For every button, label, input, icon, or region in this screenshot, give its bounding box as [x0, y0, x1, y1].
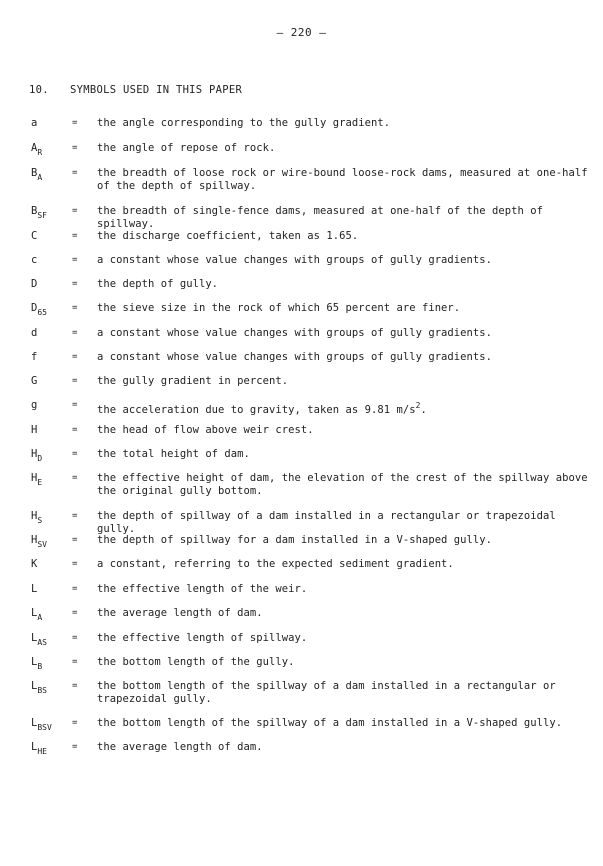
symbol-base: B: [31, 167, 38, 179]
symbol-base: a: [31, 117, 38, 129]
equals-sign: =: [72, 168, 78, 178]
symbol-base: H: [31, 424, 38, 436]
symbol-subscript: E: [37, 478, 43, 487]
symbol-definition: the breadth of loose rock or wire-bound loose-rock dams, measured at one-half of the depth of spillway.: [97, 167, 588, 192]
symbol-definition: a constant whose value changes with groups of gully gradients.: [97, 351, 493, 363]
symbol-definition: the acceleration due to gravity, taken as 9.81 $m/s^2$.: [97, 401, 427, 416]
symbol-definition: a constant whose value changes with groups of gully gradients.: [97, 327, 493, 339]
symbol-definition: the effective length of the weir.: [97, 583, 308, 595]
symbol-definition: the average length of dam.: [97, 741, 263, 753]
equals-sign: =: [72, 400, 78, 410]
section-number: 10.: [29, 84, 49, 96]
equals-sign: =: [72, 328, 78, 338]
symbol-subscript: SV: [37, 540, 47, 549]
page-number: – 220 –: [276, 26, 327, 39]
symbol-base: d: [31, 327, 38, 339]
equals-sign: =: [72, 352, 78, 362]
symbol-definition: the average length of dam.: [97, 607, 263, 619]
symbol-subscript: BSV: [37, 723, 52, 732]
symbol-definition: the bottom length of the gully.: [97, 656, 295, 668]
symbol-subscript: S: [37, 516, 43, 525]
symbol-definition: the effective height of dam, the elevation of the crest of the spillway above the original gully bottom.: [97, 472, 588, 497]
equals-sign: =: [72, 681, 78, 691]
symbol-definition: a constant, referring to the expected sediment gradient.: [97, 558, 454, 570]
equals-sign: =: [72, 559, 78, 569]
symbol-base: L: [31, 656, 38, 668]
equals-sign: =: [72, 231, 78, 241]
definition-superscript: 2: [415, 401, 421, 410]
symbol: [31, 448, 42, 465]
symbol: [31, 399, 37, 412]
symbol: [31, 656, 42, 673]
symbol-base: H: [31, 510, 38, 522]
symbol-definition: the gully gradient in percent.: [97, 375, 289, 387]
equals-sign: =: [72, 535, 78, 545]
symbol: [31, 534, 47, 551]
symbol-definition: the angle of repose of rock.: [97, 142, 276, 154]
symbol-definition: the angle corresponding to the gully gradient.: [97, 117, 391, 129]
symbol: [31, 632, 47, 649]
symbol-base: B: [31, 205, 38, 217]
symbol-definition: the bottom length of the spillway of a dam installed in a rectangular or trapezoidal gully.: [97, 680, 556, 705]
symbol-subscript: AS: [37, 638, 47, 647]
symbol: [31, 607, 42, 624]
symbol-definition: the depth of gully.: [97, 278, 219, 290]
symbol-base: L: [31, 741, 38, 753]
symbol-base: c: [31, 254, 38, 266]
symbol: [31, 302, 47, 319]
symbol-subscript: SF: [37, 211, 47, 220]
symbol: [31, 327, 37, 340]
symbol: [31, 510, 42, 527]
symbol: [31, 424, 37, 437]
equals-sign: =: [72, 303, 78, 313]
symbol-definition: the sieve size in the rock of which 65 percent are finer.: [97, 302, 461, 314]
equals-sign: =: [72, 633, 78, 643]
equals-sign: =: [72, 425, 78, 435]
symbol-definition: the head of flow above weir crest.: [97, 424, 314, 436]
symbol: [31, 205, 47, 222]
symbol-definition: the depth of spillway for a dam installed in a V-shaped gully.: [97, 534, 493, 546]
equals-sign: =: [72, 206, 78, 216]
symbol: [31, 167, 42, 184]
symbol-base: L: [31, 717, 38, 729]
symbol: [31, 375, 37, 388]
section-heading: [29, 84, 242, 96]
symbol: [31, 142, 42, 159]
symbol: [31, 278, 37, 291]
equals-sign: =: [72, 657, 78, 667]
symbol-base: L: [31, 583, 38, 595]
symbol: [31, 351, 37, 364]
symbol: [31, 254, 37, 267]
equals-sign: =: [72, 255, 78, 265]
symbol-subscript: B: [37, 662, 43, 671]
symbol-subscript: HE: [37, 747, 47, 756]
equals-sign: =: [72, 118, 78, 128]
symbol-base: H: [31, 472, 38, 484]
symbol-subscript: A: [37, 613, 43, 622]
symbol-definition: the breadth of single-fence dams, measured at one-half of the depth of spillway.: [97, 205, 544, 230]
equals-sign: =: [72, 608, 78, 618]
symbol-base: L: [31, 680, 38, 692]
symbol: [31, 680, 47, 697]
symbol: [31, 472, 42, 489]
equals-sign: =: [72, 473, 78, 483]
symbol: [31, 741, 47, 758]
symbol: [31, 117, 37, 130]
symbol-base: H: [31, 448, 38, 460]
symbol-definition: the discharge coefficient, taken as 1.65.: [97, 230, 359, 242]
equals-sign: =: [72, 449, 78, 459]
equals-sign: =: [72, 511, 78, 521]
symbol-base: L: [31, 607, 38, 619]
symbol-base: K: [31, 558, 38, 570]
symbol-base: g: [31, 399, 38, 411]
symbol-base: A: [31, 142, 38, 154]
symbol-base: C: [31, 230, 38, 242]
equals-sign: =: [72, 584, 78, 594]
symbol-subscript: D: [37, 454, 43, 463]
symbol: [31, 583, 37, 596]
equals-sign: =: [72, 376, 78, 386]
symbol-subscript: 65: [37, 308, 47, 317]
symbol-definition: the effective length of spillway.: [97, 632, 308, 644]
symbol-base: f: [31, 351, 38, 363]
symbol-base: H: [31, 534, 38, 546]
symbol: [31, 558, 37, 571]
symbol: [31, 717, 52, 734]
symbol-definition: the total height of dam.: [97, 448, 250, 460]
equals-sign: =: [72, 718, 78, 728]
equals-sign: =: [72, 143, 78, 153]
symbol-base: L: [31, 632, 38, 644]
symbol-definition: the depth of spillway of a dam installed in a rectangular or trapezoidal gully.: [97, 510, 556, 535]
symbol-subscript: R: [37, 148, 43, 157]
symbol-definition: the bottom length of the spillway of a dam installed in a V-shaped gully.: [97, 717, 563, 729]
equals-sign: =: [72, 279, 78, 289]
symbol-base: D: [31, 302, 38, 314]
symbol-definition: a constant whose value changes with groups of gully gradients.: [97, 254, 493, 266]
symbol-base: G: [31, 375, 38, 387]
symbol: [31, 230, 37, 243]
symbol-base: D: [31, 278, 38, 290]
equals-sign: =: [72, 742, 78, 752]
symbol-subscript: BS: [37, 686, 47, 695]
symbol-subscript: A: [37, 173, 43, 182]
section-title: SYMBOLS USED IN THIS PAPER: [70, 84, 243, 96]
